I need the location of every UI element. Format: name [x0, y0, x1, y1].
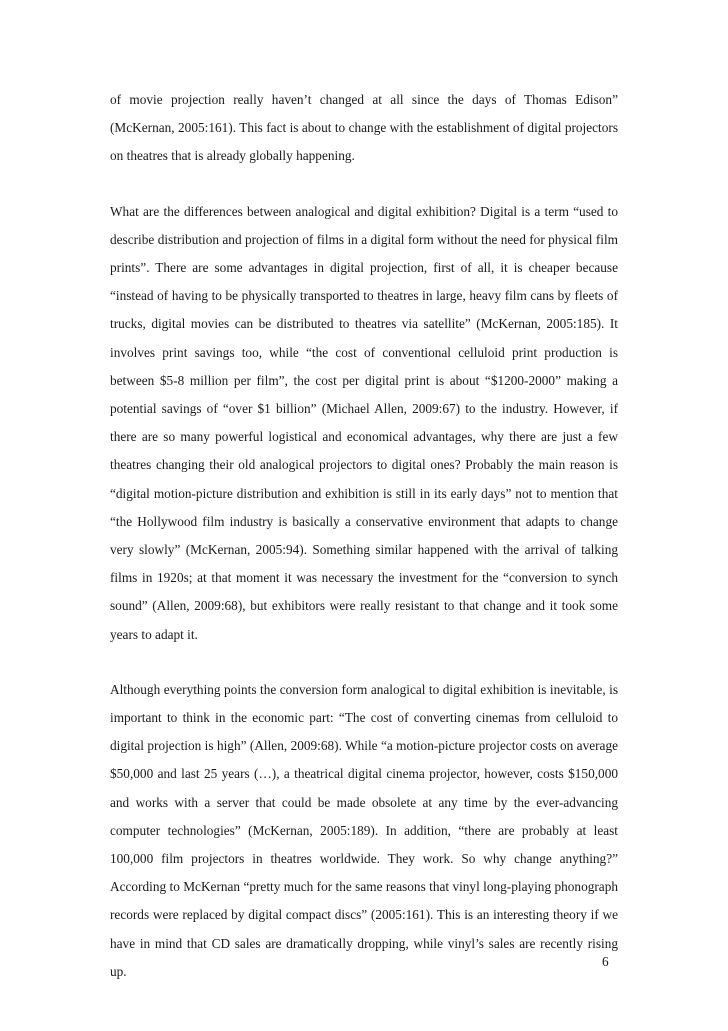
body-text: [110, 86, 618, 986]
paragraph-spacer: [110, 649, 618, 676]
paragraph-2: What are the differences between analogical and digital exhibition? Digital is a term “used to describe distribution and projection of films in a digital form without the need for physical film prints”. There are some advantages in digital projection, first of all, it is cheaper because “instead of having to be physically transported to theatres in large, heavy film cans by fleets of trucks, digital movies can be distributed to theatres via satellite” (McKernan, 2005:185). It involves print savings too, while “the cost of conventional celluloid print production is between $5-8 million per film”, the cost per digital print is about “$1200-2000” making a potential savings of “over $1 billion” (Michael Allen, 2009:67) to the industry. However, if there are so many powerful logistical and economical advantages, why there are just a few theatres changing their old analogical projectors to digital ones? Probably the main reason is “digital motion-picture distribution and exhibition is still in its early days” not to mention that “the Hollywood film industry is basically a conservative environment that adapts to change very slowly” (McKernan, 2005:94). Something similar happened with the arrival of talking films in 1920s; at that moment it was necessary the investment for the “conversion to synch sound” (Allen, 2009:68), but exhibitors were really resistant to that change and it took some years to adapt it.: [110, 203, 618, 642]
paragraph-3: Although everything points the conversion form analogical to digital exhibition is inevitable, is important to think in the economic part: “The cost of converting cinemas from celluloid to digital projection is high” (Allen, 2009:68). While “a motion-picture projector costs on average $50,000 and last 25 years (…), a theatrical digital cinema projector, however, costs $150,000 and works with a server that could be made obsolete at any time by the ever-advancing computer technologies” (McKernan, 2005:189). In addition, “there are probably at least 100,000 film projectors in theatres worldwide. They work. So why change anything?” According to McKernan “pretty much for the same reasons that vinyl long-playing phonograph records were replaced by digital compact discs” (2005:161). This is an interesting theory if we have in mind that CD sales are dramatically dropping, while vinyl’s sales are recently rising up.: [110, 681, 618, 979]
page-number: 6: [602, 954, 609, 969]
paragraph-spacer: [110, 171, 618, 198]
paragraph-1: of movie projection really haven’t changed at all since the days of Thomas Edison” (McKernan, 2005:161). This fact is about to change with the establishment of digital projectors on theatres that is already globally happening.: [110, 92, 618, 164]
